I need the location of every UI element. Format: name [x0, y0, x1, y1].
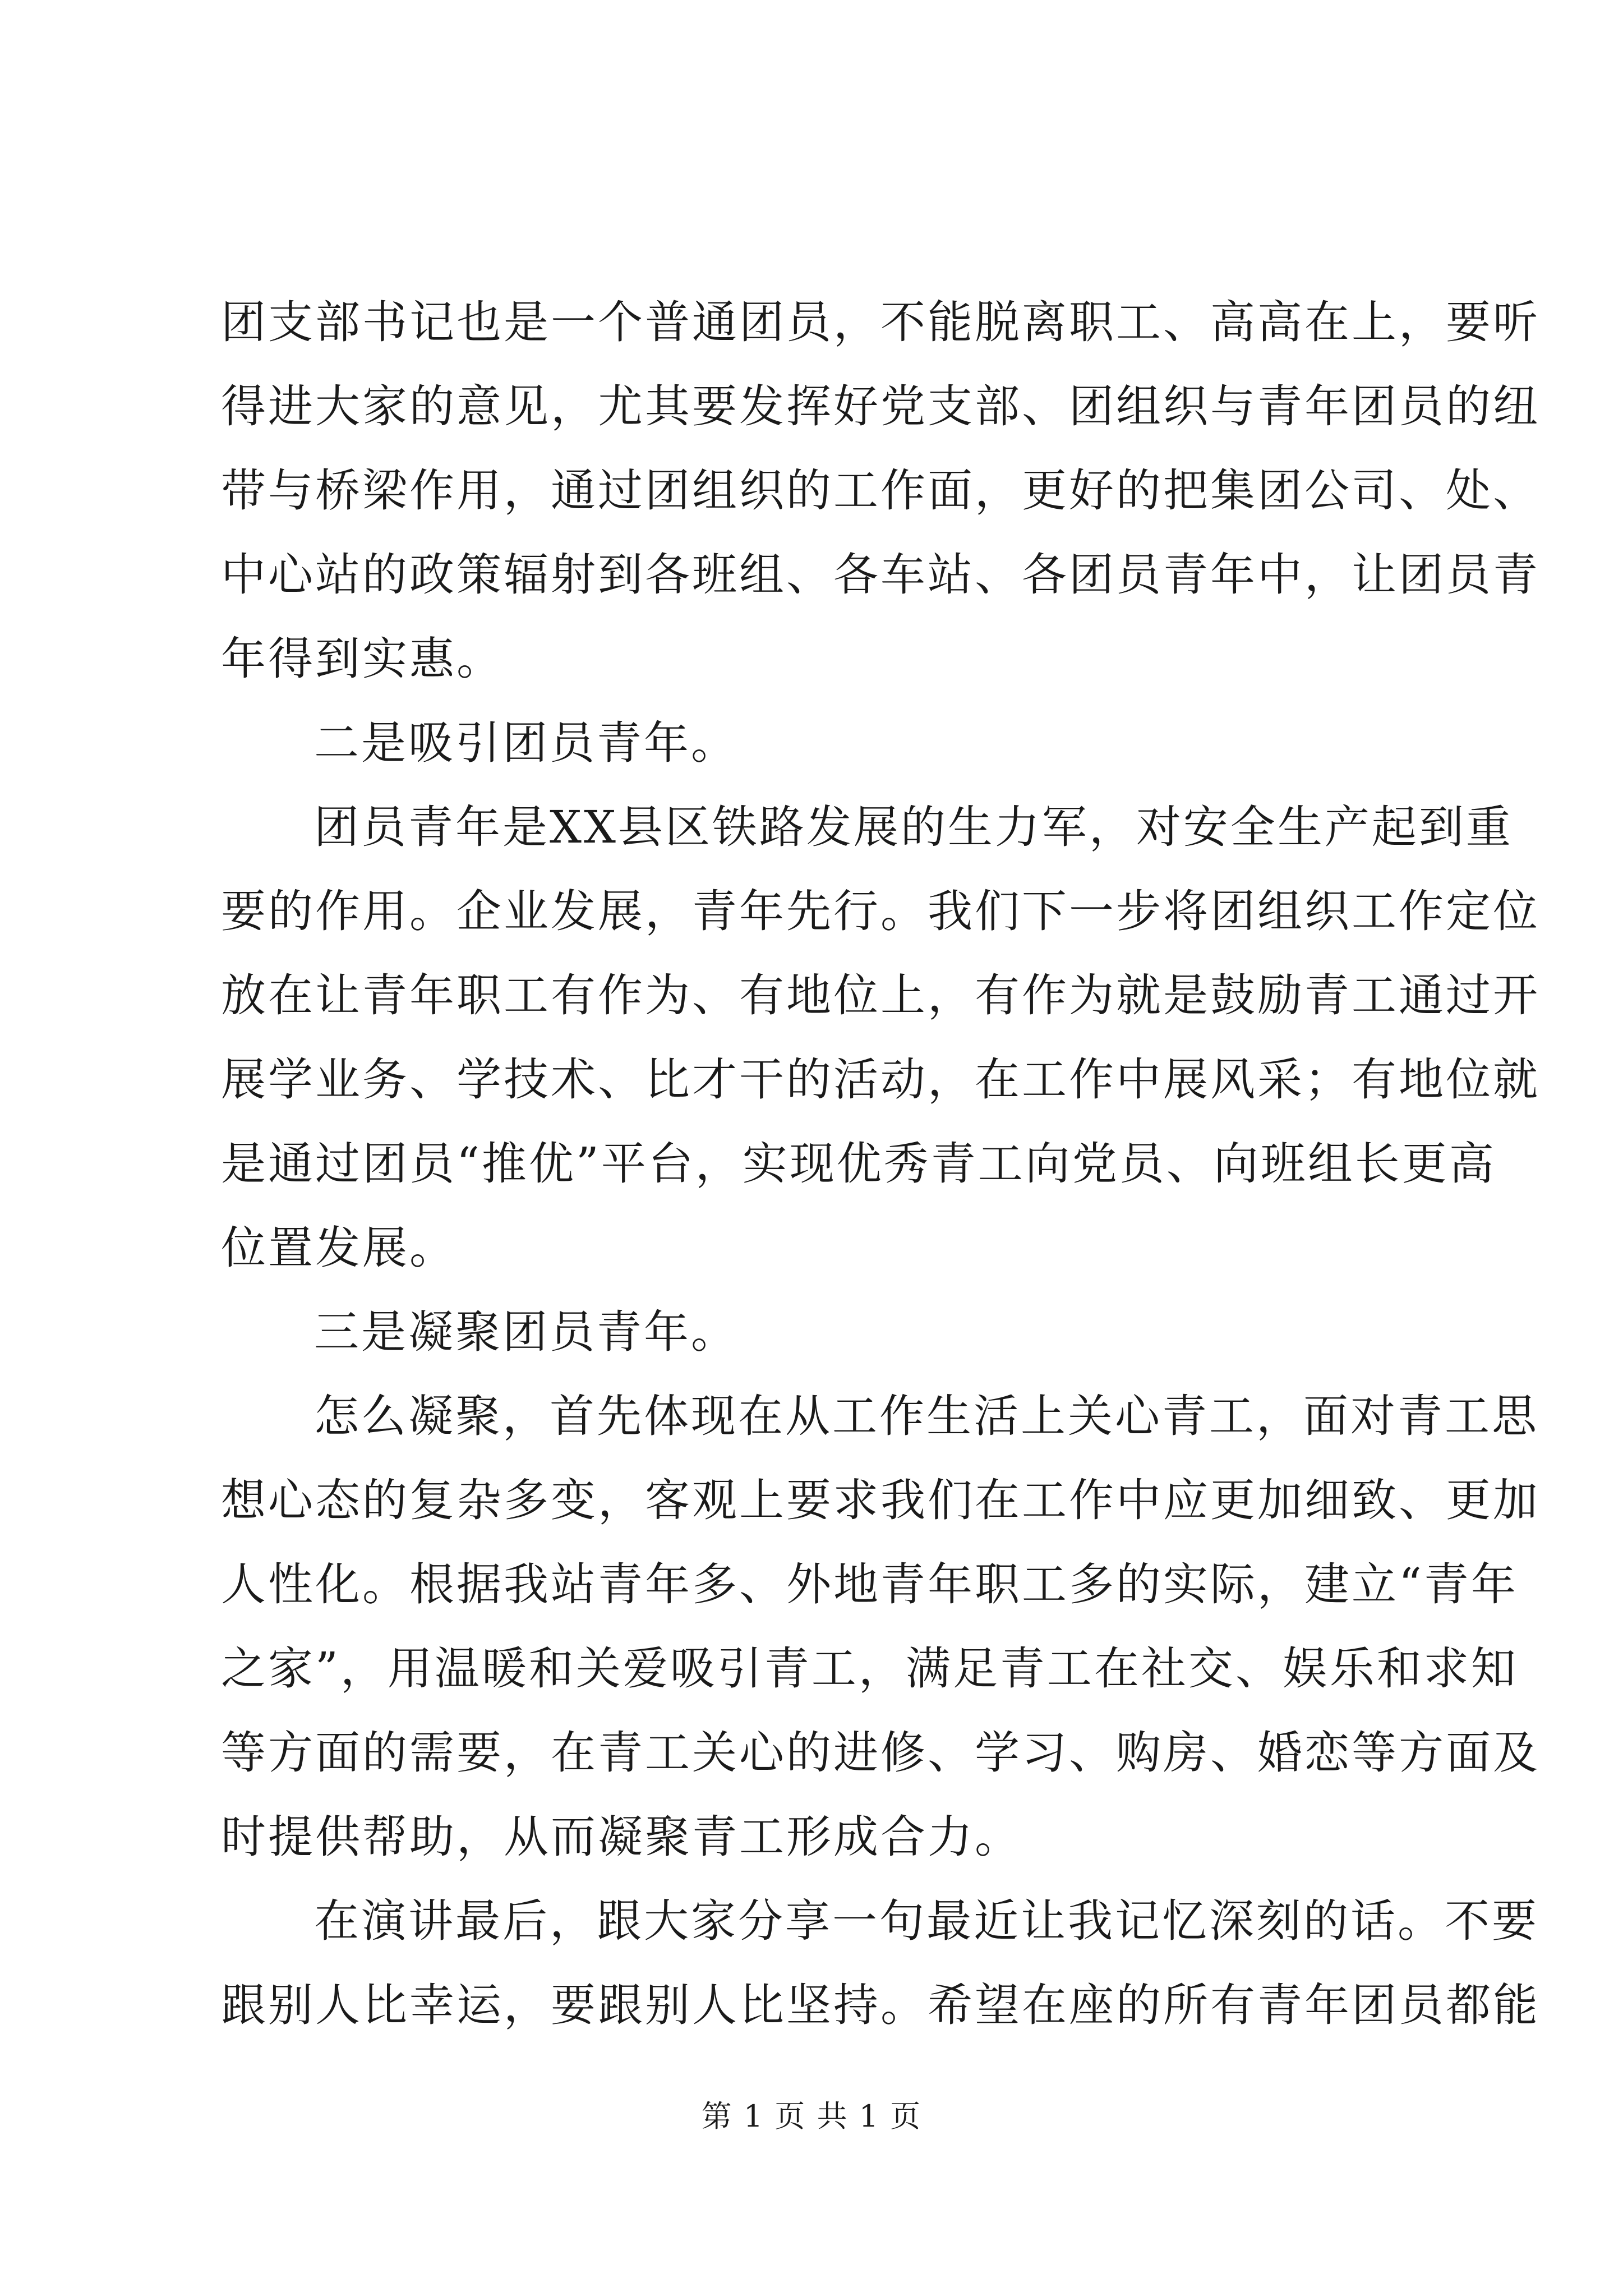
text-line: 团员青年是XX县区铁路发展的生力军，对安全生产起到重 [314, 801, 1513, 853]
text-line: 怎么凝聚，首先体现在从工作生活上关心青工，面对青工思 [314, 1390, 1539, 1442]
text-line: 带与桥梁作用，通过团组织的工作面，更好的把集团公司、处、 [221, 464, 1540, 517]
section-heading: 二是吸引团员青年。 [314, 717, 738, 769]
text-line: 团支部书记也是一个普通团员，不能脱离职工、高高在上，要听 [221, 296, 1540, 348]
text-line: 得进大家的意见，尤其要发挥好党支部、团组织与青年团员的纽 [221, 380, 1540, 432]
text-line: 中心站的政策辐射到各班组、各车站、各团员青年中，让团员青 [221, 549, 1540, 601]
section-heading: 三是凝聚团员青年。 [314, 1306, 738, 1358]
text-line: 之家”，用温暖和关爱吸引青工，满足青工在社交、娱乐和求知 [221, 1642, 1518, 1695]
text-line: 展学业务、学技术、比才干的活动，在工作中展风采；有地位就 [221, 1053, 1540, 1106]
text-line: 位置发展。 [221, 1222, 457, 1274]
text-line: 跟别人比幸运，要跟别人比坚持。希望在座的所有青年团员都能 [221, 1979, 1540, 2031]
text-line: 时提供帮助，从而凝聚青工形成合力。 [221, 1811, 1022, 1863]
text-line: 在演讲最后，跟大家分享一句最近让我记忆深刻的话。不要 [314, 1895, 1539, 1947]
text-line: 放在让青年职工有作为、有地位上，有作为就是鼓励青工通过开 [221, 969, 1540, 1022]
text-line: 想心态的复杂多变，客观上要求我们在工作中应更加细致、更加 [221, 1474, 1540, 1526]
text-line: 人性化。根据我站青年多、外地青年职工多的实际，建立“青年 [221, 1558, 1518, 1611]
text-line: 等方面的需要，在青工关心的进修、学习、购房、婚恋等方面及 [221, 1727, 1540, 1779]
text-line: 年得到实惠。 [221, 633, 504, 685]
text-line: 要的作用。企业发展，青年先行。我们下一步将团组织工作定位 [221, 885, 1540, 937]
body-text [221, 280, 1540, 2047]
text-line: 是通过团员“推优”平台，实现优秀青工向党员、向班组长更高 [221, 1138, 1496, 1190]
page-number-footer: 第 1 页 共 1 页 [701, 2099, 922, 2134]
